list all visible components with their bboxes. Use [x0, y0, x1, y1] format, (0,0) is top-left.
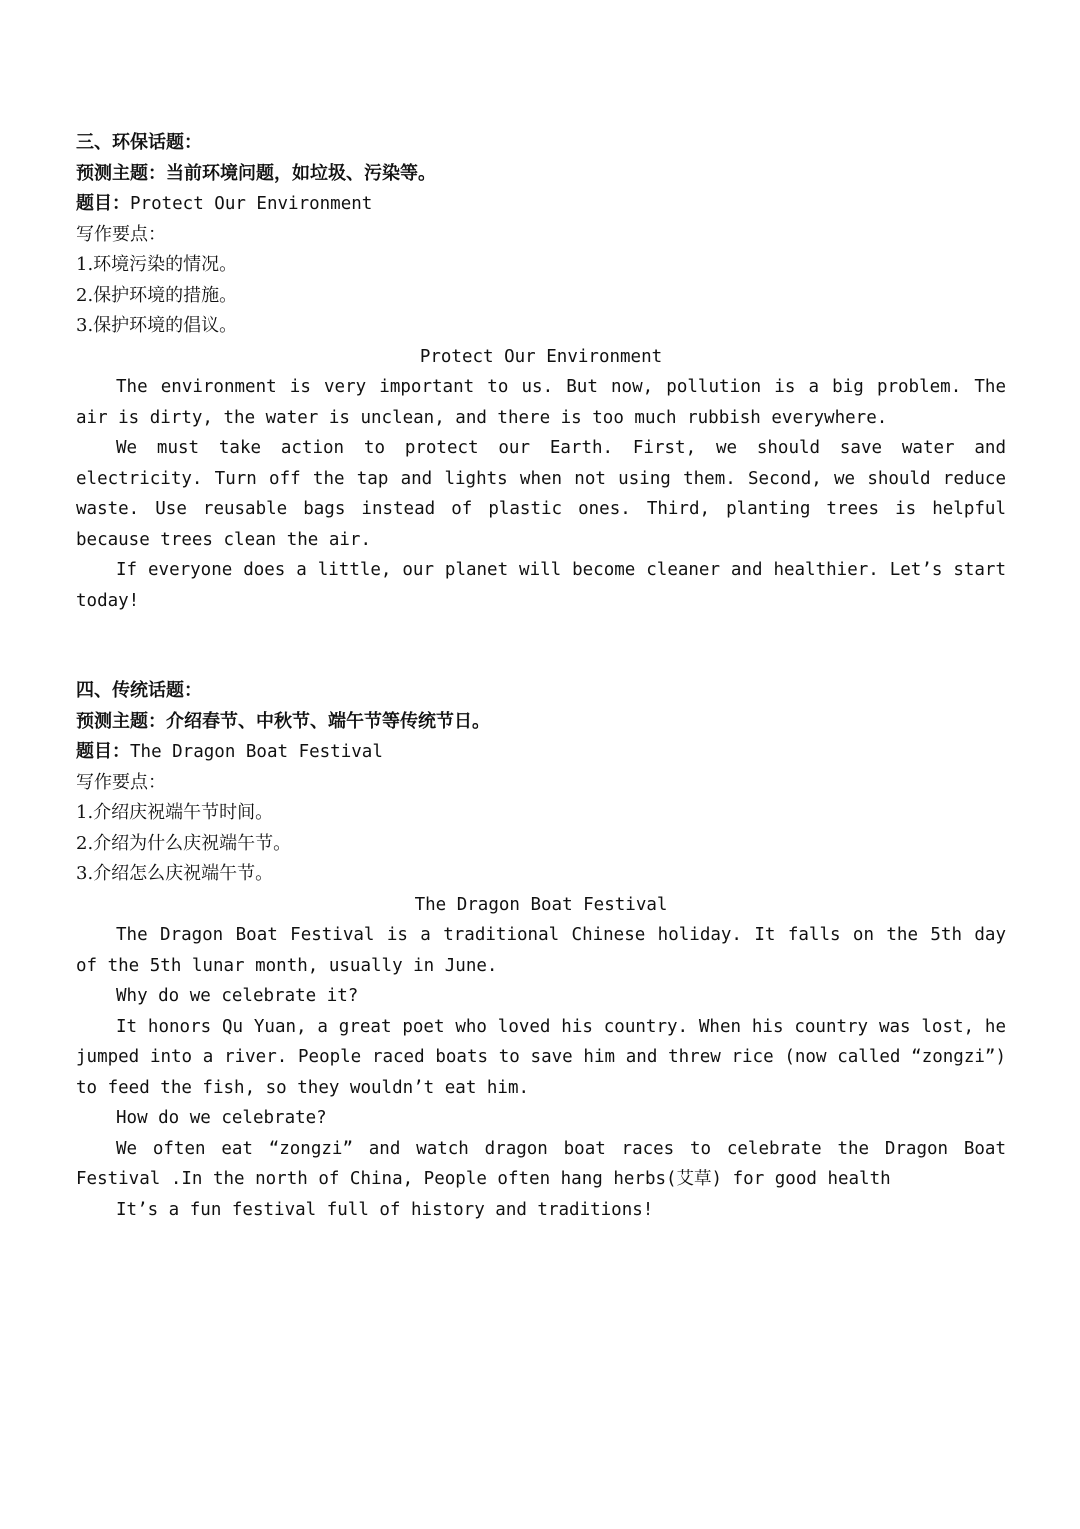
- environment-prediction: 预测主题：当前环境问题，如垃圾、污染等。: [76, 162, 436, 184]
- traditional-paragraph-3: We often eat “zongzi” and watch dragon boat races to celebrate the Dragon Boat Festival .In the north of China, People often hang herbs(艾草) for good health: [76, 1138, 1006, 1189]
- environment-title-line: [76, 189, 1006, 220]
- traditional-title-label: 题目：: [76, 741, 130, 762]
- environment-paragraph-1: The environment is very important to us. But now, pollution is a big problem. The air is dirty, the water is unclean, and there is too much rubbish everywhere.: [76, 377, 1006, 428]
- environment-section: [76, 128, 1006, 616]
- traditional-prediction: 预测主题：介绍春节、中秋节、端午节等传统节日。: [76, 710, 490, 732]
- environment-paragraph-2: We must take action to protect our Earth. First, we should save water and electricity. Turn off the tap and lights when not using them. Second, we should reduce waste. Use reusable bags instead of plastic ones. Third, planting trees is helpful because trees clean the air.: [76, 438, 1006, 550]
- environment-paragraph-3: If everyone does a little, our planet will become cleaner and healthier. Let’s start today!: [76, 560, 1006, 611]
- environment-points-label: 写作要点：: [76, 223, 166, 245]
- environment-point-1: 1.环境污染的情况。: [76, 254, 238, 275]
- traditional-title-line: [76, 737, 1006, 768]
- traditional-title-value: The Dragon Boat Festival: [130, 742, 383, 762]
- environment-point-2: 2.保护环境的措施。: [76, 284, 238, 306]
- traditional-paragraph-4: It’s a fun festival full of history and traditions!: [116, 1199, 654, 1220]
- environment-essay-title: Protect Our Environment: [419, 346, 663, 367]
- traditional-paragraph-2: It honors Qu Yuan, a great poet who loved his country. When his country was lost, he jumped into a river. People raced boats to save him and threw rice (now called “zongzi”) to feed the fish, so they wouldn’t eat him.: [76, 1016, 1006, 1098]
- traditional-heading: 四、传统话题：: [76, 680, 202, 701]
- traditional-essay-title: The Dragon Boat Festival: [414, 894, 668, 915]
- traditional-point-2: 2.介绍为什么庆祝端午节。: [76, 832, 292, 854]
- traditional-question-2: How do we celebrate?: [116, 1108, 327, 1128]
- traditional-points-label: 写作要点：: [76, 771, 166, 793]
- environment-title-label: 题目：: [76, 193, 130, 214]
- environment-point-3: 3.保护环境的倡议。: [76, 315, 238, 336]
- traditional-point-3: 3.介绍怎么庆祝端午节。: [76, 863, 274, 884]
- traditional-question-1: Why do we celebrate it?: [116, 986, 359, 1006]
- traditional-point-1: 1.介绍庆祝端午节时间。: [76, 802, 274, 823]
- environment-title-value: Protect Our Environment: [130, 194, 373, 214]
- traditional-paragraph-1: The Dragon Boat Festival is a traditional Chinese holiday. It falls on the 5th day of the 5th lunar month, usually in June.: [76, 925, 1006, 976]
- traditional-section: [76, 676, 1006, 1225]
- environment-heading: 三、环保话题：: [76, 132, 202, 153]
